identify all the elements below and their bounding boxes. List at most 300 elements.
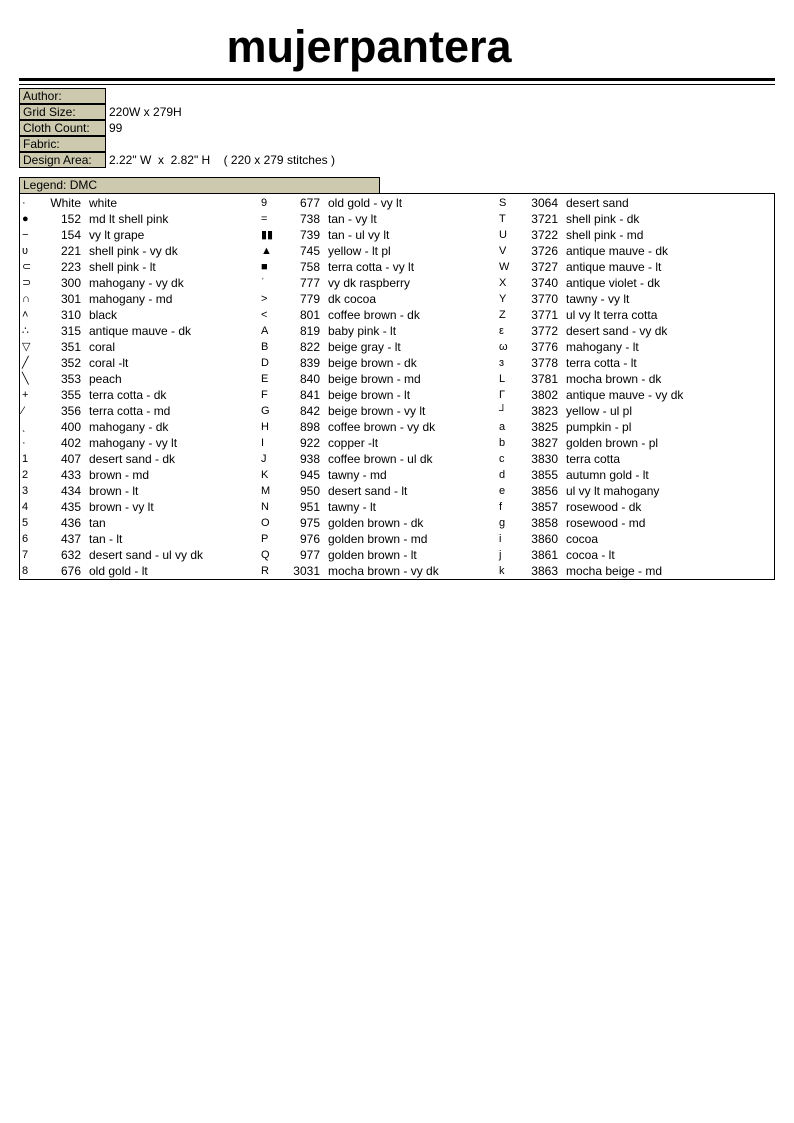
floss-number: 3830 (531, 452, 558, 466)
floss-name: brown - vy lt (89, 500, 154, 514)
floss-number: 3860 (531, 532, 558, 546)
floss-name: terra cotta - vy lt (328, 260, 415, 274)
legend-row (20, 467, 260, 483)
symbol-glyph: ▲ (261, 245, 272, 257)
symbol-glyph: ╱ (22, 357, 29, 369)
symbol-glyph: X (499, 277, 507, 289)
floss-number: 3863 (531, 564, 558, 578)
floss-name: tan (89, 516, 106, 530)
floss-name: desert sand - lt (328, 484, 408, 498)
legend-column (497, 195, 737, 579)
floss-number: 842 (299, 404, 320, 418)
legend-row (497, 355, 737, 371)
floss-name: mahogany - md (89, 292, 173, 306)
symbol-glyph: i (499, 533, 502, 545)
floss-name: shell pink - dk (566, 212, 640, 226)
floss-name: md lt shell pink (89, 212, 169, 226)
legend-row (497, 531, 737, 547)
symbol-glyph: W (499, 261, 510, 273)
legend-column (259, 195, 499, 579)
info-label: Design Area: (19, 152, 106, 168)
symbol-glyph: c (499, 453, 505, 465)
symbol-glyph: ▽ (22, 341, 31, 353)
header-rule (19, 78, 775, 81)
floss-name: antique mauve - lt (566, 260, 662, 274)
symbol-glyph: υ (22, 245, 29, 257)
floss-number: 739 (299, 228, 320, 242)
symbol-glyph: a (499, 421, 506, 433)
symbol-glyph: Z (499, 309, 506, 321)
symbol-glyph: O (261, 517, 270, 529)
floss-name: mocha brown - dk (566, 372, 662, 386)
floss-name: antique mauve - vy dk (566, 388, 684, 402)
legend-row (259, 531, 499, 547)
legend-row (259, 307, 499, 323)
floss-name: vy dk raspberry (328, 276, 411, 290)
legend-row (20, 323, 260, 339)
symbol-glyph: ε (499, 325, 504, 337)
floss-name: dk cocoa (328, 292, 377, 306)
legend-row (497, 227, 737, 243)
symbol-glyph: ▮▮ (261, 229, 274, 241)
legend-row (497, 515, 737, 531)
symbol-glyph: ┘ (499, 405, 507, 417)
floss-name: brown - lt (89, 484, 139, 498)
legend-row (20, 451, 260, 467)
floss-number: 3772 (531, 324, 558, 338)
legend-row (20, 307, 260, 323)
floss-number: 3064 (531, 196, 558, 210)
symbol-glyph: d (499, 469, 506, 481)
floss-name: shell pink - lt (89, 260, 156, 274)
symbol-glyph: L (499, 373, 506, 385)
legend-row (20, 243, 260, 259)
floss-number: 3740 (531, 276, 558, 290)
floss-name: antique violet - dk (566, 276, 661, 290)
floss-name: black (89, 308, 118, 322)
symbol-glyph: · (22, 197, 26, 209)
legend-row (20, 435, 260, 451)
legend-row (259, 211, 499, 227)
legend-row (497, 259, 737, 275)
floss-name: brown - md (89, 468, 150, 482)
symbol-glyph: Γ (499, 389, 506, 401)
info-value: 2.22" W x 2.82" H ( 220 x 279 stitches ) (109, 153, 335, 167)
floss-name: old gold - lt (89, 564, 148, 578)
symbol-glyph: 1 (22, 453, 29, 465)
symbol-glyph: e (499, 485, 506, 497)
floss-number: 3770 (531, 292, 558, 306)
floss-name: white (89, 196, 118, 210)
floss-name: golden brown - pl (566, 436, 659, 450)
symbol-glyph: 5 (22, 517, 29, 529)
floss-name: mahogany - lt (566, 340, 639, 354)
floss-number: 3861 (531, 548, 558, 562)
floss-name: mahogany - vy dk (89, 276, 184, 290)
info-value: 99 (109, 121, 123, 135)
symbol-glyph: R (261, 565, 269, 577)
symbol-glyph: < (261, 309, 268, 321)
floss-name: autumn gold - lt (566, 468, 649, 482)
floss-number: White (50, 196, 81, 210)
floss-name: desert sand - vy dk (566, 324, 668, 338)
floss-number: 779 (299, 292, 320, 306)
floss-name: beige brown - vy lt (328, 404, 426, 418)
floss-number: 407 (60, 452, 81, 466)
legend-row (259, 371, 499, 387)
legend-row (20, 419, 260, 435)
legend-row (497, 403, 737, 419)
floss-number: 301 (60, 292, 81, 306)
legend-row (20, 259, 260, 275)
floss-name: terra cotta - lt (566, 356, 637, 370)
legend-row (259, 275, 499, 291)
floss-number: 745 (299, 244, 320, 258)
floss-name: rosewood - md (566, 516, 646, 530)
symbol-glyph: G (261, 405, 270, 417)
symbol-glyph: B (261, 341, 269, 353)
legend-row (259, 451, 499, 467)
floss-number: 435 (60, 500, 81, 514)
symbol-glyph: ⊃ (22, 277, 32, 289)
floss-number: 352 (60, 356, 81, 370)
floss-name: terra cotta (566, 452, 621, 466)
floss-number: 300 (60, 276, 81, 290)
floss-number: 3802 (531, 388, 558, 402)
symbol-glyph: = (261, 213, 268, 225)
symbol-glyph: 9 (261, 197, 268, 209)
floss-number: 3776 (531, 340, 558, 354)
symbol-glyph: g (499, 517, 506, 529)
legend-row (259, 563, 499, 579)
symbol-glyph: D (261, 357, 269, 369)
floss-number: 976 (299, 532, 320, 546)
legend-row (20, 227, 260, 243)
legend-row (259, 515, 499, 531)
floss-number: 437 (60, 532, 81, 546)
floss-number: 938 (299, 452, 320, 466)
floss-number: 3771 (531, 308, 558, 322)
symbol-glyph: k (499, 565, 505, 577)
floss-number: 3855 (531, 468, 558, 482)
floss-number: 840 (299, 372, 320, 386)
floss-name: shell pink - vy dk (89, 244, 178, 258)
legend-header: Legend: DMC (19, 177, 380, 194)
legend-row (259, 547, 499, 563)
floss-name: tawny - md (328, 468, 387, 482)
symbol-glyph: 2 (22, 469, 29, 481)
legend-row (259, 227, 499, 243)
symbol-glyph: S (499, 197, 507, 209)
symbol-glyph: 8 (22, 565, 29, 577)
legend-row (259, 355, 499, 371)
floss-number: 977 (299, 548, 320, 562)
floss-name: copper -lt (328, 436, 379, 450)
floss-name: beige brown - md (328, 372, 421, 386)
floss-number: 3827 (531, 436, 558, 450)
legend-row (497, 291, 737, 307)
floss-name: antique mauve - dk (566, 244, 669, 258)
symbol-glyph: V (499, 245, 507, 257)
symbol-glyph: N (261, 501, 269, 513)
symbol-glyph: ˈ (261, 277, 265, 289)
floss-name: mahogany - vy lt (89, 436, 178, 450)
floss-name: beige brown - lt (328, 388, 411, 402)
floss-name: yellow - lt pl (328, 244, 391, 258)
floss-name: ul vy lt mahogany (566, 484, 660, 498)
legend-row (259, 483, 499, 499)
floss-name: desert sand - dk (89, 452, 176, 466)
floss-number: 950 (299, 484, 320, 498)
floss-number: 777 (299, 276, 320, 290)
legend-row (20, 499, 260, 515)
floss-number: 3825 (531, 420, 558, 434)
legend-row (497, 483, 737, 499)
floss-number: 400 (60, 420, 81, 434)
floss-name: ul vy lt terra cotta (566, 308, 658, 322)
symbol-glyph: Q (261, 549, 270, 561)
symbol-glyph: + (22, 389, 29, 401)
floss-name: cocoa - lt (566, 548, 615, 562)
floss-number: 223 (60, 260, 81, 274)
floss-name: mahogany - dk (89, 420, 169, 434)
legend-row (497, 419, 737, 435)
floss-number: 310 (60, 308, 81, 322)
floss-number: 353 (60, 372, 81, 386)
legend-row (20, 291, 260, 307)
floss-number: 898 (299, 420, 320, 434)
floss-number: 315 (60, 324, 81, 338)
legend-row (259, 467, 499, 483)
legend-row (497, 435, 737, 451)
symbol-glyph: H (261, 421, 269, 433)
floss-number: 839 (299, 356, 320, 370)
symbol-glyph: Y (499, 293, 507, 305)
floss-number: 356 (60, 404, 81, 418)
floss-number: 632 (60, 548, 81, 562)
symbol-glyph: ∴ (22, 325, 29, 337)
floss-name: mocha brown - vy dk (328, 564, 439, 578)
legend-row (497, 307, 737, 323)
symbol-glyph: ● (22, 213, 29, 225)
floss-name: terra cotta - md (89, 404, 171, 418)
floss-number: 951 (299, 500, 320, 514)
floss-name: tawny - vy lt (566, 292, 630, 306)
legend-row (259, 195, 499, 211)
legend-row (497, 451, 737, 467)
legend-row (20, 483, 260, 499)
floss-number: 3858 (531, 516, 558, 530)
floss-name: rosewood - dk (566, 500, 642, 514)
floss-number: 3726 (531, 244, 558, 258)
floss-name: old gold - vy lt (328, 196, 403, 210)
floss-name: coffee brown - dk (328, 308, 420, 322)
legend-row (497, 563, 737, 579)
floss-number: 402 (60, 436, 81, 450)
legend-row (259, 435, 499, 451)
symbol-glyph: ˄ (22, 309, 29, 321)
floss-name: tawny - lt (328, 500, 377, 514)
floss-name: pumpkin - pl (566, 420, 632, 434)
floss-number: 3781 (531, 372, 558, 386)
floss-name: desert sand (566, 196, 629, 210)
floss-number: 436 (60, 516, 81, 530)
legend-table (19, 193, 775, 580)
symbol-glyph: − (22, 229, 29, 241)
legend-row (20, 547, 260, 563)
legend-row (497, 243, 737, 259)
legend-row (259, 323, 499, 339)
floss-name: beige gray - lt (328, 340, 401, 354)
symbol-glyph: ■ (261, 261, 268, 273)
legend-row (497, 499, 737, 515)
floss-name: vy lt grape (89, 228, 145, 242)
legend-row (20, 371, 260, 387)
legend-row (497, 339, 737, 355)
floss-name: coffee brown - ul dk (328, 452, 433, 466)
legend-row (497, 275, 737, 291)
floss-number: 152 (60, 212, 81, 226)
floss-name: beige brown - dk (328, 356, 417, 370)
floss-name: cocoa (566, 532, 599, 546)
symbol-glyph: > (261, 293, 268, 305)
info-label: Author: (19, 88, 106, 104)
symbol-glyph: f (499, 501, 503, 513)
info-label: Fabric: (19, 136, 106, 152)
legend-row (259, 243, 499, 259)
legend-row (497, 467, 737, 483)
floss-number: 677 (299, 196, 320, 210)
symbol-glyph: ∩ (22, 293, 30, 305)
floss-name: coral -lt (89, 356, 129, 370)
floss-number: 822 (299, 340, 320, 354)
floss-name: golden brown - md (328, 532, 428, 546)
floss-number: 3031 (293, 564, 320, 578)
symbol-glyph: ⊂ (22, 261, 32, 273)
legend-row (259, 291, 499, 307)
floss-number: 819 (299, 324, 320, 338)
info-label: Cloth Count: (19, 120, 106, 136)
symbol-glyph: · (22, 437, 26, 449)
legend-row (20, 195, 260, 211)
legend-column (20, 195, 260, 579)
symbol-glyph: P (261, 533, 269, 545)
info-label: Grid Size: (19, 104, 106, 120)
floss-name: antique mauve - dk (89, 324, 192, 338)
floss-name: golden brown - dk (328, 516, 424, 530)
legend-row (20, 211, 260, 227)
floss-name: tan - vy lt (328, 212, 377, 226)
floss-number: 3823 (531, 404, 558, 418)
symbol-glyph: 6 (22, 533, 29, 545)
legend-row (20, 355, 260, 371)
legend-row (259, 403, 499, 419)
legend-row (497, 547, 737, 563)
legend-row (497, 387, 737, 403)
legend-row (497, 195, 737, 211)
legend-row (259, 259, 499, 275)
info-value: 220W x 279H (109, 105, 182, 119)
symbol-glyph: I (261, 437, 265, 449)
symbol-glyph: ╲ (22, 373, 29, 385)
symbol-glyph: T (499, 213, 506, 225)
floss-name: peach (89, 372, 122, 386)
legend-row (20, 339, 260, 355)
floss-name: baby pink - lt (328, 324, 397, 338)
legend-row (20, 403, 260, 419)
floss-number: 975 (299, 516, 320, 530)
symbol-glyph: U (499, 229, 507, 241)
symbol-glyph: F (261, 389, 268, 401)
symbol-glyph: 4 (22, 501, 29, 513)
symbol-glyph: ˎ (22, 421, 26, 433)
floss-name: desert sand - ul vy dk (89, 548, 204, 562)
floss-number: 433 (60, 468, 81, 482)
floss-number: 434 (60, 484, 81, 498)
floss-name: yellow - ul pl (566, 404, 633, 418)
header-rule-thin (19, 84, 775, 85)
floss-number: 3856 (531, 484, 558, 498)
floss-number: 922 (299, 436, 320, 450)
floss-name: coffee brown - vy dk (328, 420, 436, 434)
symbol-glyph: j (499, 549, 502, 561)
floss-number: 3727 (531, 260, 558, 274)
legend-row (20, 515, 260, 531)
legend-row (497, 323, 737, 339)
floss-number: 801 (299, 308, 320, 322)
legend-row (20, 531, 260, 547)
legend-row (20, 275, 260, 291)
symbol-glyph: 3 (22, 485, 29, 497)
floss-number: 3857 (531, 500, 558, 514)
legend-row (20, 387, 260, 403)
symbol-glyph: ɜ (499, 357, 505, 369)
floss-number: 351 (60, 340, 81, 354)
page-title: mujerpantera (226, 21, 512, 72)
symbol-glyph: ω (499, 341, 508, 353)
floss-name: golden brown - lt (328, 548, 417, 562)
legend-row (259, 499, 499, 515)
legend-row (259, 419, 499, 435)
legend-row (259, 339, 499, 355)
floss-number: 355 (60, 388, 81, 402)
symbol-glyph: A (261, 325, 269, 337)
floss-number: 758 (299, 260, 320, 274)
floss-number: 3778 (531, 356, 558, 370)
floss-number: 221 (60, 244, 81, 258)
floss-number: 3722 (531, 228, 558, 242)
symbol-glyph: 7 (22, 549, 29, 561)
floss-name: shell pink - md (566, 228, 644, 242)
floss-number: 154 (60, 228, 81, 242)
symbol-glyph: J (261, 453, 267, 465)
legend-row (259, 387, 499, 403)
symbol-glyph: K (261, 469, 269, 481)
legend-row (497, 211, 737, 227)
floss-number: 945 (299, 468, 320, 482)
symbol-glyph: ⁄ (22, 405, 24, 417)
symbol-glyph: E (261, 373, 269, 385)
floss-number: 841 (299, 388, 320, 402)
floss-name: terra cotta - dk (89, 388, 167, 402)
floss-name: tan - ul vy lt (328, 228, 390, 242)
legend-row (497, 371, 737, 387)
floss-name: tan - lt (89, 532, 123, 546)
floss-number: 676 (60, 564, 81, 578)
floss-name: mocha beige - md (566, 564, 663, 578)
floss-name: coral (89, 340, 116, 354)
floss-number: 738 (299, 212, 320, 226)
